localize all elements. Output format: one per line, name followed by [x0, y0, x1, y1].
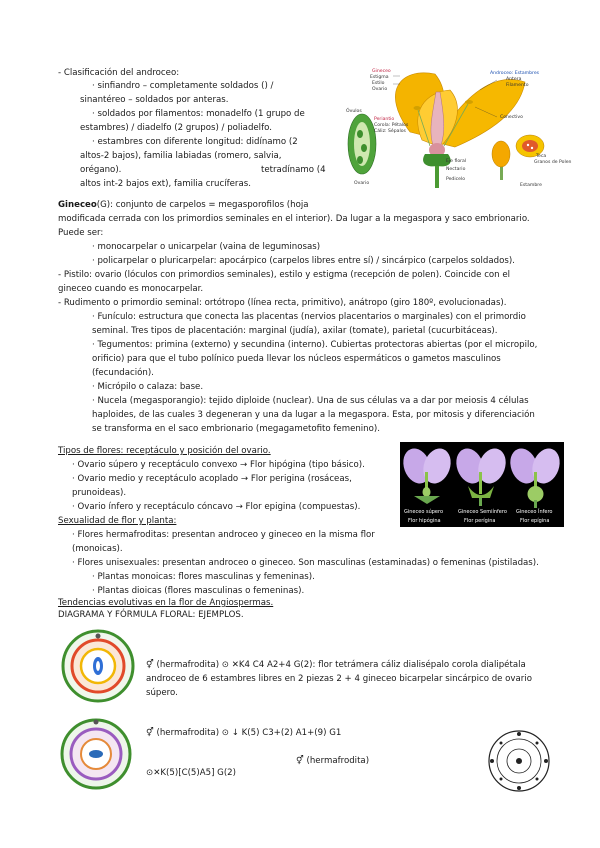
gineceo-line: gineceo cuando es monocarpelar. — [58, 284, 204, 294]
gineceo-line: · Tegumentos: primina (externo) y secundina (interno). Cubiertas protectoras abiertas (por el micropilo, — [92, 340, 538, 350]
sexualidad-line: (monoicas). — [72, 544, 123, 554]
gineceo-line: modificada cerrada con los primordios seminales en el interior). Da lugar a la megaspora y saco embrionario. — [58, 214, 530, 224]
gineceo-line: Puede ser: — [58, 228, 104, 238]
androceo-line: altos int-2 bajos ext), familia crucíferas. — [80, 179, 251, 189]
gineceo-line: haploides, de las cuales 3 degeneran y una da lugar a la megaspora. Esta, por mitosis y diferenciación — [92, 410, 535, 420]
androceo-line: · sinfiandro – completamente soldados () / — [92, 81, 274, 91]
formula-example-3: ⚥ (hermafrodita) — [296, 756, 370, 766]
floral-diagram-crucifera — [60, 628, 136, 704]
sexualidad-line: · Flores unisexuales: presentan androceo o gineceo. Son masculinas (estaminadas) o femeninas (pistiladas). — [72, 558, 539, 568]
label-granos: Granos de Polen — [534, 160, 572, 165]
gineceo-line: · Nucela (megasporangio): tejido diploide (nuclear). Una de sus células va a dar por meiosis 4 células — [92, 396, 529, 406]
pedicel — [435, 166, 439, 188]
gineceo-line: · Micrópilo o calaza: base. — [92, 382, 204, 392]
label-gineceo: Gineceo — [372, 69, 391, 74]
flower-anatomy-diagram — [340, 62, 572, 192]
sexualidad-title: Sexualidad de flor y planta: — [58, 516, 177, 526]
photo-label: Gineceo Semiínfero — [458, 509, 507, 515]
androceo-line: tetradínamo (4 — [261, 165, 326, 175]
label-pedicelo: Pedicelo — [446, 177, 466, 182]
tipos-line: prunoideas). — [72, 488, 127, 498]
label-corola: Corola: Pétalos — [374, 123, 409, 128]
label-periantio: Periantio — [374, 117, 395, 122]
gineceo-line: - Rudimento o primordio seminal: ortótropo (línea recta, primitivo), anátropo (giro 180º, evolucionadas). — [58, 298, 507, 308]
photo-label: Flor epígina — [520, 518, 550, 524]
gineceo-line: seminal. Tres tipos de placentación: marginal (judía), axilar (tomate), parietal (cucurbitáceas). — [92, 326, 498, 336]
label-filamento: Filamento — [506, 83, 529, 88]
androceo-line: estambres) / diadelfo (2 grupos) / poliadelfo. — [80, 123, 272, 133]
formula-example-1-cont: androceo de 6 estambres libres en 2 piezas 2 + 4 gineceo bicarpelar sincárpico de ovario — [146, 674, 532, 684]
label-ovario-top: Ovario — [372, 87, 388, 92]
gineceo-line: · monocarpelar o unicarpelar (vaina de leguminosas) — [92, 242, 321, 252]
formula-example-1-cont: súpero. — [146, 688, 178, 698]
gineceo-line: se transforma en el saco embrionario (megagametofito femenino). — [92, 424, 380, 434]
photo-label: Flor hipógina — [408, 518, 441, 524]
gineceo-line: · Funículo: estructura que conecta las placentas (nervios placentarios o marginales) con el primordio — [92, 312, 526, 322]
sexualidad-line: · Flores hermafroditas: presentan androceo y gineceo en la misma flor — [72, 530, 375, 540]
photo-label: Gineceo Ínfero — [516, 509, 553, 515]
label-antera: Antera — [506, 77, 522, 82]
label-caliz: Cáliz: Sépalos — [374, 129, 406, 134]
tipos-title: Tipos de flores: receptáculo y posición del ovario. — [58, 446, 271, 456]
floral-diagram-line-art — [486, 728, 552, 794]
androceo-line: orégano). — [80, 165, 122, 175]
formula-example-1: ⚥ (hermafrodita) ⊙ ✕K4 C4 A2+4 G(2): flor tetrámera cáliz dialisépalo corola dialipétala — [146, 660, 526, 670]
tendencias-title: Tendencias evolutivas en la flor de Angiospermas. — [58, 598, 274, 608]
label-teca: Teca — [536, 154, 547, 159]
gineceo-line: (fecundación). — [92, 368, 154, 378]
sexualidad-line: · Plantas monoicas: flores masculinas y femeninas). — [92, 572, 315, 582]
label-ovulos: Óvulos — [346, 109, 362, 114]
gineceo-line: orificio) para que el tubo polínico pueda llevar los núcleos espermáticos o gametos masculinos — [92, 354, 501, 364]
formula-example-4: ⊙✕K(5)[C(5)A5] G(2) — [146, 768, 236, 778]
gineceo-line: · policarpelar o pluricarpelar: apocárpico (carpelos libres entre sí) / sincárpico (carpelos soldados). — [92, 256, 515, 266]
label-ovario: Ovario — [354, 181, 370, 186]
diagrama-heading: DIAGRAMA Y FÓRMULA FLORAL: EJEMPLOS. — [58, 610, 244, 620]
tipos-line: · Ovario medio y receptáculo acoplado → Flor perigina (rosáceas, — [72, 474, 352, 484]
label-nectario: Nectario — [446, 167, 466, 172]
androceo-heading: - Clasificación del androceo: — [58, 68, 180, 78]
label-eje: Eje floral — [446, 159, 467, 164]
label-androceo: Androceo: Estambres — [490, 71, 540, 76]
flower-perigina — [452, 445, 511, 506]
androceo-line: sinantéreo – soldados por anteras. — [80, 95, 229, 105]
floral-diagram-leguminosa — [58, 716, 134, 792]
gineceo-line: - Pistilo: ovario (lóculos con primordios seminales), estilo y estigma (recepción de polen). Coincide con el — [58, 270, 511, 280]
sexualidad-line: · Plantas dioicas (flores masculinas o femeninas). — [92, 586, 305, 596]
tipos-line: · Ovario súpero y receptáculo convexo → Flor hipógina (tipo básico). — [72, 460, 365, 470]
androceo-line: · estambres con diferente longitud: didínamo (2 — [92, 137, 298, 147]
label-estigma: Estigma — [370, 75, 389, 80]
androceo-line: altos-2 bajos), familia labiadas (romero, salvia, — [80, 151, 282, 161]
formula-example-2: ⚥ (hermafrodita) ⊙ ↓ K(5) C3+(2) A1+(9) G1 — [146, 728, 342, 738]
flower-epigina — [506, 445, 565, 508]
label-estambre: Estambre — [520, 183, 542, 188]
tipos-line: · Ovario ínfero y receptáculo cóncavo → Flor epigina (compuestas). — [72, 502, 361, 512]
label-estilo: Estilo — [372, 81, 385, 86]
androceo-line: · soldados por filamentos: monadelfo (1 grupo de — [92, 109, 305, 119]
gineceo-title-rest: (G): conjunto de carpelos = megasporofilos (hoja — [96, 200, 309, 210]
photo-label: Flor perígina — [464, 518, 496, 524]
photo-label: Gineceo súpero — [404, 509, 444, 515]
flower-hipogina — [399, 445, 456, 504]
ovary-position-photo — [400, 442, 564, 527]
gineceo-title: Gineceo — [58, 200, 97, 210]
label-conectivo: Conectivo — [500, 115, 523, 120]
